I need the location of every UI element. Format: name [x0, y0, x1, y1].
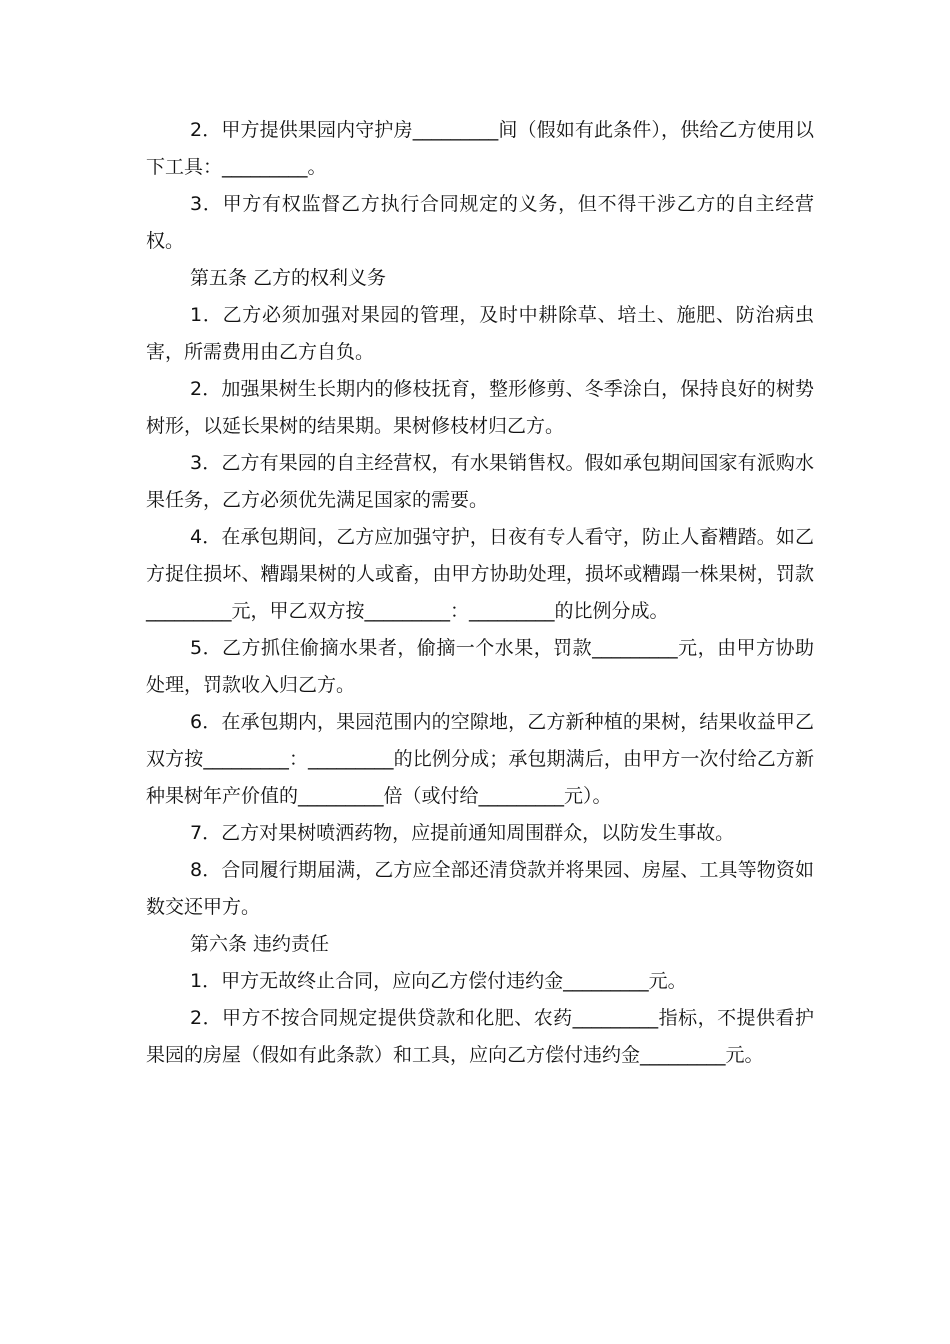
clause-5-item-5: 5．乙方抓住偷摘水果者，偷摘一个水果，罚款_________元，由甲方协助处理，罚款收入归乙方。	[146, 637, 814, 696]
clause-5-item-8: 8．合同履行期届满，乙方应全部还清贷款并将果园、房屋、工具等物资如数交还甲方。	[146, 859, 814, 918]
section-heading-article-6: 第六条 违约责任	[190, 933, 330, 955]
clause-5-item-7: 7．乙方对果树喷洒药物，应提前通知周围群众，以防发生事故。	[190, 822, 735, 844]
clause-5-item-1: 1．乙方必须加强对果园的管理，及时中耕除草、培土、施肥、防治病虫害，所需费用由乙方自负。	[146, 304, 814, 363]
section-heading-article-5: 第五条 乙方的权利义务	[190, 267, 387, 289]
clause-5-item-6: 6．在承包期内，果园范围内的空隙地，乙方新种植的果树，结果收益甲乙双方按_________：_________的比例分成；承包期满后，由甲方一次付给乙方新种果树年产价值的_________倍（或付给_________元）。	[146, 711, 814, 807]
clause-6-item-2: 2．甲方不按合同规定提供贷款和化肥、农药_________指标，不提供看护果园的房屋（假如有此条款）和工具，应向乙方偿付违约金_________元。	[146, 1007, 814, 1066]
clause-5-item-4: 4．在承包期间，乙方应加强守护，日夜有专人看守，防止人畜糟踏。如乙方捉住损坏、糟蹋果树的人或畜，由甲方协助处理，损坏或糟蹋一株果树，罚款_________元，甲乙双方按_________：_________的比例分成。	[146, 526, 814, 622]
clause-6-item-1: 1．甲方无故终止合同，应向乙方偿付违约金_________元。	[190, 970, 687, 992]
clause-5-item-2: 2．加强果树生长期内的修枝抚育，整形修剪、冬季涂白，保持良好的树势树形，以延长果树的结果期。果树修枝材归乙方。	[146, 378, 814, 437]
clause-4-item-2: 2．甲方提供果园内守护房_________间（假如有此条件），供给乙方使用以下工具：_________。	[146, 119, 814, 178]
clause-5-item-3: 3．乙方有果园的自主经营权，有水果销售权。假如承包期间国家有派购水果任务，乙方必须优先满足国家的需要。	[146, 452, 814, 511]
clause-4-item-3: 3．甲方有权监督乙方执行合同规定的义务，但不得干涉乙方的自主经营权。	[146, 193, 814, 252]
document-page	[146, 112, 814, 1074]
